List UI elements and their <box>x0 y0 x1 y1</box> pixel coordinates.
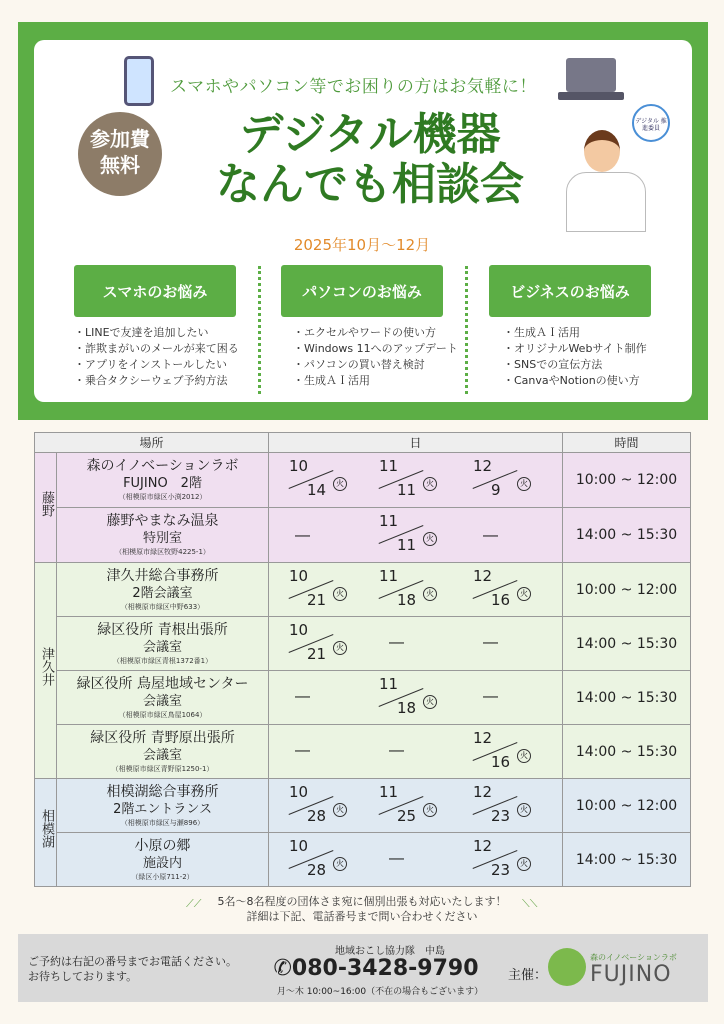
venue-name: 森のイノベーションラボ <box>86 458 239 474</box>
month: 12 <box>473 567 493 585</box>
table-row <box>35 508 691 563</box>
date-dec <box>467 457 527 503</box>
date-oct <box>283 457 343 503</box>
month: 12 <box>473 837 493 855</box>
digital-promoter-badge: デジタル 推進委員 <box>632 104 670 142</box>
time: 14:00 ~ 15:30 <box>563 833 691 887</box>
time: 14:00 ~ 15:30 <box>563 725 691 779</box>
date-oct <box>283 837 343 883</box>
pc-topics <box>293 325 458 389</box>
venue-name: 相模湖総合事務所 <box>106 783 219 800</box>
time: 14:00 ~ 15:30 <box>563 617 691 671</box>
venue-name: 緑区役所 青野原出張所 <box>90 729 235 746</box>
venue-name: 藤野やまなみ温泉 <box>106 513 219 529</box>
dates <box>269 779 563 833</box>
venue-address: （相模原市緑区与瀬896） <box>120 818 205 827</box>
table-row <box>35 617 691 671</box>
day: 16 <box>491 591 511 609</box>
venue <box>57 671 269 725</box>
leaf-icon: ⟍⟍ <box>522 897 538 910</box>
day: 9 <box>491 481 501 499</box>
note-line1: 5名～8名程度の団体さま宛に個別出張も対応いたします！ <box>217 895 507 908</box>
business-hours: 月～木 10:00~16:00（不在の場合もございます） <box>276 987 484 997</box>
day: 25 <box>397 807 417 825</box>
area-sagamiko <box>35 779 57 887</box>
weekday: 火 <box>333 587 347 601</box>
day: 23 <box>491 807 511 825</box>
day: 14 <box>307 481 327 499</box>
no-date: ― <box>483 687 499 705</box>
list-item: ・生成ＡＩ活用 <box>293 374 370 387</box>
logo-text: FUJINO <box>590 962 672 987</box>
area-label: 藤野 <box>39 490 54 517</box>
table-row <box>35 671 691 725</box>
venue <box>57 617 269 671</box>
venue-room: 2階会議室 <box>132 585 193 601</box>
venue <box>57 779 269 833</box>
area-fujino <box>35 453 57 563</box>
weekday: 火 <box>517 587 531 601</box>
table-row <box>35 725 691 779</box>
day: 21 <box>307 645 327 663</box>
schedule-table <box>34 432 691 887</box>
tagline: スマホやパソコン等でお困りの方はお気軽に！ <box>170 77 537 97</box>
area-label: 相模湖 <box>39 809 54 848</box>
leaf-icon: ⟋⟋ <box>186 897 202 910</box>
month: 11 <box>379 675 399 693</box>
list-item: ・乗合タクシーウェブ予約方法 <box>74 374 228 387</box>
logo-subtext: 森のイノベーションラボ <box>590 953 677 962</box>
venue-address: （相模原市緑区青野原1250-1） <box>111 764 214 773</box>
venue-address: （相模原市緑区鳥屋1064） <box>118 710 207 719</box>
organizer-name: 地域おこし協力隊 中島 <box>335 946 445 957</box>
venue <box>57 563 269 617</box>
area-tsukui <box>35 563 57 779</box>
list-item: ・Windows 11へのアップデート <box>293 342 458 355</box>
venue-address: （相模原市緑区小渕2012） <box>118 493 207 501</box>
venue-name: 津久井総合事務所 <box>106 567 219 584</box>
day: 28 <box>307 807 327 825</box>
phone-icon: ✆ <box>273 956 292 981</box>
period: 2025年10月～12月 <box>293 236 431 254</box>
day: 11 <box>397 536 417 554</box>
date-nov <box>373 567 433 613</box>
date-dec <box>467 729 527 775</box>
no-date: ― <box>295 526 311 544</box>
month: 12 <box>473 729 493 747</box>
weekday: 火 <box>423 695 437 709</box>
day: 28 <box>307 861 327 879</box>
list-item: ・エクセルやワードの使い方 <box>293 326 436 339</box>
fee-label: 参加費 <box>90 127 150 151</box>
business-topics <box>503 325 647 389</box>
month: 12 <box>473 457 493 475</box>
venue-room: 会議室 <box>143 693 183 709</box>
list-item: ・詐欺まがいのメールが来て困る <box>74 342 239 355</box>
phone-number[interactable] <box>266 956 486 981</box>
venue-name: 緑区役所 青根出張所 <box>97 621 228 638</box>
reservation-line2: お待ちしております。 <box>28 970 138 983</box>
table-row <box>35 453 691 508</box>
date-dec <box>467 567 527 613</box>
day: 18 <box>397 591 417 609</box>
weekday: 火 <box>423 532 437 546</box>
reservation-line1: ご予約は右記の番号までお電話ください。 <box>28 955 237 968</box>
fee-badge <box>78 112 162 196</box>
consultant-illustration <box>566 120 646 232</box>
venue <box>57 833 269 887</box>
no-date: ― <box>389 741 405 759</box>
venue-address: （相模原市緑区牧野4225-1） <box>115 548 210 556</box>
tree-logo-icon <box>548 948 586 986</box>
month: 10 <box>289 457 309 475</box>
date-oct <box>283 567 343 613</box>
list-item: ・LINEで友達を追加したい <box>74 326 209 339</box>
venue-name: 小原の郷 <box>134 837 191 854</box>
month: 12 <box>473 783 493 801</box>
no-date: ― <box>483 526 499 544</box>
day: 23 <box>491 861 511 879</box>
venue-room: 施設内 <box>143 855 183 871</box>
weekday: 火 <box>517 749 531 763</box>
person-head <box>584 130 620 172</box>
time: 14:00 ~ 15:30 <box>563 508 691 563</box>
header-date: 日 <box>269 433 563 453</box>
footer <box>18 934 708 1002</box>
header-time: 時間 <box>563 433 691 453</box>
date-nov <box>373 457 433 503</box>
time: 14:00 ~ 15:30 <box>563 671 691 725</box>
dates <box>269 671 563 725</box>
venue-room: FUJINO 2階 <box>123 476 202 491</box>
fee-value: 無料 <box>100 153 140 177</box>
venue <box>57 453 269 508</box>
weekday: 火 <box>517 803 531 817</box>
venue-address: （相模原市緑区青根1372番1） <box>112 656 213 665</box>
weekday: 火 <box>517 477 531 491</box>
smartphone-topics <box>74 325 239 389</box>
category-pc: パソコンのお悩み <box>281 265 443 317</box>
dates <box>269 617 563 671</box>
no-date: ― <box>389 633 405 651</box>
month: 10 <box>289 837 309 855</box>
month: 10 <box>289 567 309 585</box>
venue-name: 緑区役所 鳥屋地域センター <box>76 675 249 692</box>
list-item: ・アプリをインストールしたい <box>74 358 228 371</box>
category-smartphone: スマホのお悩み <box>74 265 236 317</box>
list-item: ・オリジナルWebサイト制作 <box>503 342 647 355</box>
date-dec <box>467 837 527 883</box>
group-visit-note <box>0 894 724 924</box>
time: 10:00 ~ 12:00 <box>563 779 691 833</box>
date-dec <box>467 783 527 829</box>
venue-room: 会議室 <box>143 639 183 655</box>
title-line2: なんでも相談会 <box>216 159 524 210</box>
no-date: ― <box>389 849 405 867</box>
no-date: ― <box>295 687 311 705</box>
day: 21 <box>307 591 327 609</box>
table-row <box>35 833 691 887</box>
day: 16 <box>491 753 511 771</box>
divider <box>465 266 468 394</box>
venue-address: （相模原市緑区中野633） <box>120 602 205 611</box>
category-business: ビジネスのお悩み <box>489 265 651 317</box>
venue-room: 2階エントランス <box>113 801 212 817</box>
sponsor-label: 主催： <box>508 968 548 983</box>
date-oct <box>283 783 343 829</box>
date-nov <box>373 512 433 558</box>
venue <box>57 508 269 563</box>
month: 11 <box>379 567 399 585</box>
reservation-text <box>28 954 237 984</box>
list-item: ・生成ＡＩ活用 <box>503 326 580 339</box>
person-body <box>566 172 646 232</box>
table-header <box>35 433 691 453</box>
venue-room: 特別室 <box>143 531 183 546</box>
time: 10:00 ~ 12:00 <box>563 453 691 508</box>
month: 11 <box>379 457 399 475</box>
list-item: ・CanvaやNotionの使い方 <box>503 374 640 387</box>
venue-address: （緑区小原711-2） <box>131 872 194 881</box>
venue-room: 会議室 <box>143 747 183 763</box>
table-row <box>35 779 691 833</box>
weekday: 火 <box>423 803 437 817</box>
dates <box>269 508 563 563</box>
weekday: 火 <box>423 477 437 491</box>
dates <box>269 563 563 617</box>
area-label: 津久井 <box>39 647 54 686</box>
date-oct <box>283 621 343 667</box>
dates <box>269 453 563 508</box>
weekday: 火 <box>333 477 347 491</box>
header-place: 場所 <box>35 433 269 453</box>
month: 11 <box>379 512 399 530</box>
dates <box>269 725 563 779</box>
weekday: 火 <box>333 803 347 817</box>
time: 10:00 ~ 12:00 <box>563 563 691 617</box>
month: 10 <box>289 783 309 801</box>
month: 10 <box>289 621 309 639</box>
venue <box>57 725 269 779</box>
weekday: 火 <box>333 641 347 655</box>
note-line2: 詳細は下記、電話番号まで問い合わせください <box>246 910 478 923</box>
divider <box>258 266 261 394</box>
phone-text: 080-3428-9790 <box>291 956 479 981</box>
list-item: ・SNSでの宣伝方法 <box>503 358 603 371</box>
title-line1: デジタル機器 <box>239 109 501 160</box>
list-item: ・パソコンの買い替え検討 <box>293 358 425 371</box>
no-date: ― <box>483 633 499 651</box>
date-nov <box>373 675 433 721</box>
no-date: ― <box>295 741 311 759</box>
smartphone-icon <box>124 56 154 106</box>
dates <box>269 833 563 887</box>
date-nov <box>373 783 433 829</box>
weekday: 火 <box>423 587 437 601</box>
table-row <box>35 563 691 617</box>
weekday: 火 <box>333 857 347 871</box>
day: 11 <box>397 481 417 499</box>
day: 18 <box>397 699 417 717</box>
laptop-icon <box>566 58 616 92</box>
month: 11 <box>379 783 399 801</box>
weekday: 火 <box>517 857 531 871</box>
page-title <box>160 110 580 210</box>
